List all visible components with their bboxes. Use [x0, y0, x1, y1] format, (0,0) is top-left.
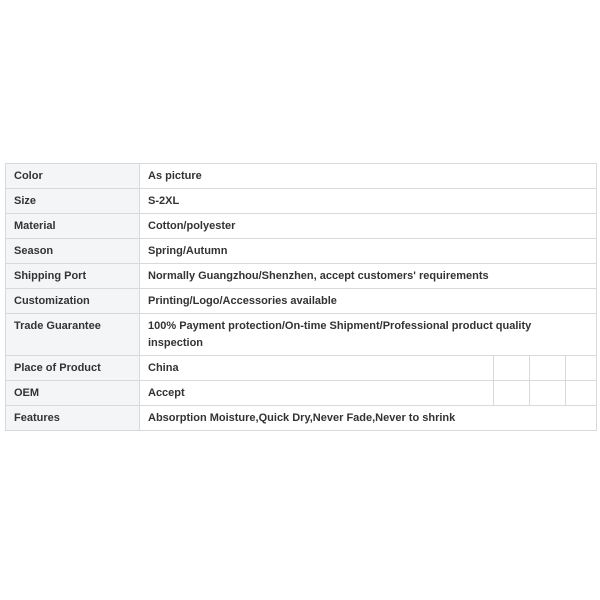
spec-row-material	[6, 214, 597, 239]
spec-value: Normally Guangzhou/Shenzhen, accept customers' requirements	[140, 264, 597, 289]
product-spec-table	[5, 163, 597, 431]
spec-value: Cotton/polyester	[140, 214, 597, 239]
spec-row-features	[6, 406, 597, 431]
spec-label: Material	[6, 214, 140, 239]
spec-value: 100% Payment protection/On-time Shipment/Professional product quality inspection	[140, 314, 597, 356]
empty-cell	[530, 381, 566, 406]
empty-cell	[566, 356, 597, 381]
spec-row-customization	[6, 289, 597, 314]
spec-row-size	[6, 189, 597, 214]
spec-label: Color	[6, 164, 140, 189]
spec-row-color	[6, 164, 597, 189]
spec-label: Season	[6, 239, 140, 264]
spec-value: S-2XL	[140, 189, 597, 214]
spec-value: Printing/Logo/Accessories available	[140, 289, 597, 314]
spec-label: Features	[6, 406, 140, 431]
spec-label: Shipping Port	[6, 264, 140, 289]
spec-row-season	[6, 239, 597, 264]
spec-value: Absorption Moisture,Quick Dry,Never Fade,Never to shrink	[140, 406, 597, 431]
spec-row-oem	[6, 381, 597, 406]
spec-row-place-of-product	[6, 356, 597, 381]
empty-cell	[566, 381, 597, 406]
spec-label: Place of Product	[6, 356, 140, 381]
spec-value: Spring/Autumn	[140, 239, 597, 264]
spec-row-trade-guarantee	[6, 314, 597, 356]
spec-row-shipping-port	[6, 264, 597, 289]
empty-cell	[530, 356, 566, 381]
spec-label: Customization	[6, 289, 140, 314]
spec-label: OEM	[6, 381, 140, 406]
spec-value: China	[140, 356, 494, 381]
empty-cell	[494, 381, 530, 406]
spec-value: As picture	[140, 164, 597, 189]
spec-label: Trade Guarantee	[6, 314, 140, 356]
empty-cell	[494, 356, 530, 381]
spec-label: Size	[6, 189, 140, 214]
spec-value: Accept	[140, 381, 494, 406]
